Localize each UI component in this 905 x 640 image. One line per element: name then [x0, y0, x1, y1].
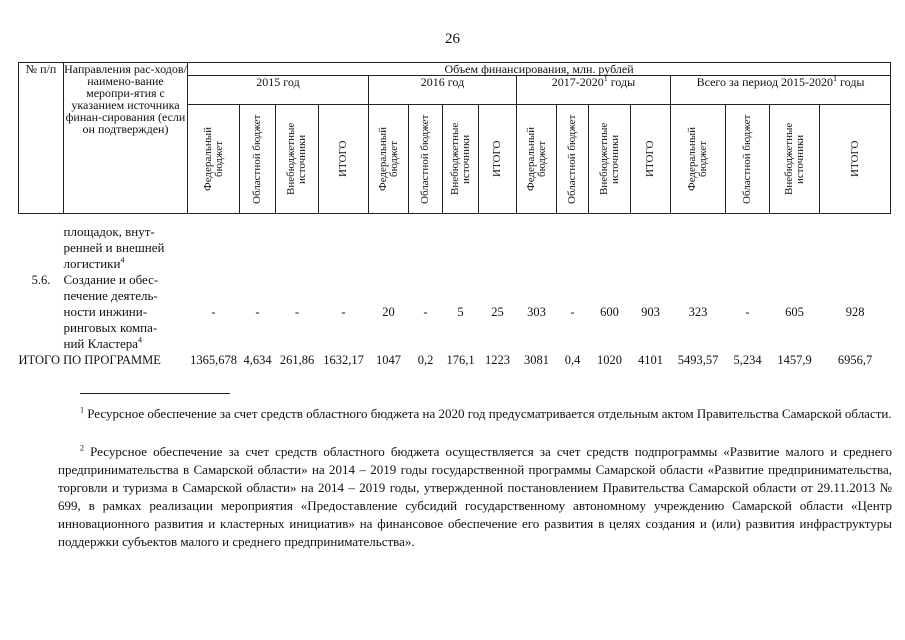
total-value-cell: 1457,9 — [777, 353, 812, 367]
row-values-empty — [188, 224, 891, 272]
total-value-cell: 1047 — [376, 353, 401, 367]
header-year-total: Всего за период 2015-2020$^1$ годы — [671, 76, 891, 105]
subheader-regional: Областной бюджет — [240, 105, 276, 214]
header-volume: Объем финансирования, млн. рублей — [188, 63, 891, 76]
total-value-cell: 1365,678 — [190, 353, 237, 367]
subheader-extrabudget: Внебюджетные источники — [443, 105, 479, 214]
footnote-1: $^1$ Ресурсное обеспечение за счет средств областного бюджета на 2020 год предусматривается отдельным актом Правительства Самарской области. — [80, 405, 892, 421]
financing-table — [18, 62, 891, 368]
row-value-cell: - — [294, 305, 300, 319]
subheader-federal: Федеральный бюджет — [517, 105, 557, 214]
subheader-total: ИТОГО — [820, 105, 891, 214]
subheader-total: ИТОГО — [479, 105, 517, 214]
row-value-cell: 605 — [785, 305, 804, 319]
row-name: Создание и обес- печение деятель- ности инжини- ринговых компа- ний Кластера$^4$ — [63, 272, 159, 351]
row-value-cell: - — [211, 305, 216, 319]
subheader-regional: Областной бюджет — [409, 105, 443, 214]
subheader-federal: Федеральный бюджет — [188, 105, 240, 214]
row-value-cell: 600 — [600, 305, 619, 319]
subheader-extrabudget: Внебюджетные источники — [589, 105, 631, 214]
table-row — [19, 272, 891, 352]
row-value-cell: 903 — [641, 305, 660, 319]
row-value-cell: 25 — [491, 305, 504, 319]
row-value-cell: 303 — [527, 305, 546, 319]
header-year-2015: 2015 год — [188, 76, 369, 105]
page-number: 26 — [445, 31, 460, 47]
row-value-cell: 20 — [382, 305, 395, 319]
header-year-2016: 2016 год — [369, 76, 517, 105]
row-value-cell: - — [570, 305, 575, 319]
total-value-cell: 176,1 — [446, 353, 475, 367]
total-value-cell: 0,2 — [417, 353, 434, 367]
row-value-cell: - — [341, 305, 346, 319]
subheader-regional: Областной бюджет — [557, 105, 589, 214]
footnote-separator — [80, 393, 230, 394]
header-direction: Направления рас-ходов/ наимено-вание меропри-ятия с указанием источника финан-сирования (если он подтвержден) — [64, 63, 188, 214]
row-nr — [19, 224, 64, 272]
row-nr: 5.6. — [31, 273, 51, 287]
table-row — [19, 224, 891, 272]
subheader-regional: Областной бюджет — [726, 105, 770, 214]
total-value-cell: 6956,7 — [837, 353, 873, 367]
total-value-cell: 1223 — [485, 353, 510, 367]
total-value-cell: 4,634 — [243, 353, 272, 367]
row-value-cell: 323 — [688, 305, 708, 319]
header-nr: № п/п — [19, 63, 64, 214]
row-name: площадок, внут- ренней и внешней логистики$^4$ — [63, 224, 165, 271]
row-value-cell: - — [423, 305, 428, 319]
total-value-cell: 261,86 — [279, 353, 315, 367]
total-row — [19, 352, 891, 368]
subheader-extrabudget: Внебюджетные источники — [276, 105, 319, 214]
row-value-cell: - — [745, 305, 750, 319]
total-label: ИТОГО ПО ПРОГРАММЕ — [18, 353, 161, 367]
subheader-total: ИТОГО — [631, 105, 671, 214]
row-value-cell: - — [255, 305, 260, 319]
subheader-extrabudget: Внебюджетные источники — [770, 105, 820, 214]
footnote-2: $^2$ Ресурсное обеспечение за счет средств областного бюджета осуществляется за счет средств подпрограммы «Развитие малого и среднего предпринимательства в Самарской области» на 2014 – 2019 годы государственной программы Самарской области «Развитие предпринимательства, торговли и туризма в Самарской области» на 2014 – 2019 годы, утвержденной постановлением Правительства Самарской области от 29.11.2013 № 699, в рамках реализации мероприятия «Предоставление субсидий государственному автономному учреждению Самарской области «Центр инновационного развития и кластерных инициатив» на финансовое обеспечение его развития в целях создания и (или) развития инфраструктуры поддержки субъектов малого и среднего предпринимательства». — [58, 443, 892, 549]
subheader-federal: Федеральный бюджет — [369, 105, 409, 214]
total-value-cell: 0,4 — [564, 353, 581, 367]
total-value-cell: 1020 — [597, 353, 622, 367]
total-value-cell: 5,234 — [733, 353, 762, 367]
row-value-cell: 928 — [845, 305, 865, 319]
total-value-cell: 5493,57 — [677, 353, 719, 367]
row-value-cell: 5 — [457, 305, 464, 319]
total-value-cell: 4101 — [638, 353, 663, 367]
subheader-total: ИТОГО — [319, 105, 369, 214]
header-year-2017-2020: 2017-2020$^1$ годы — [517, 76, 671, 105]
total-value-cell: 3081 — [524, 353, 549, 367]
subheader-federal: Федеральный бюджет — [671, 105, 726, 214]
total-value-cell: 1632,17 — [323, 353, 364, 367]
